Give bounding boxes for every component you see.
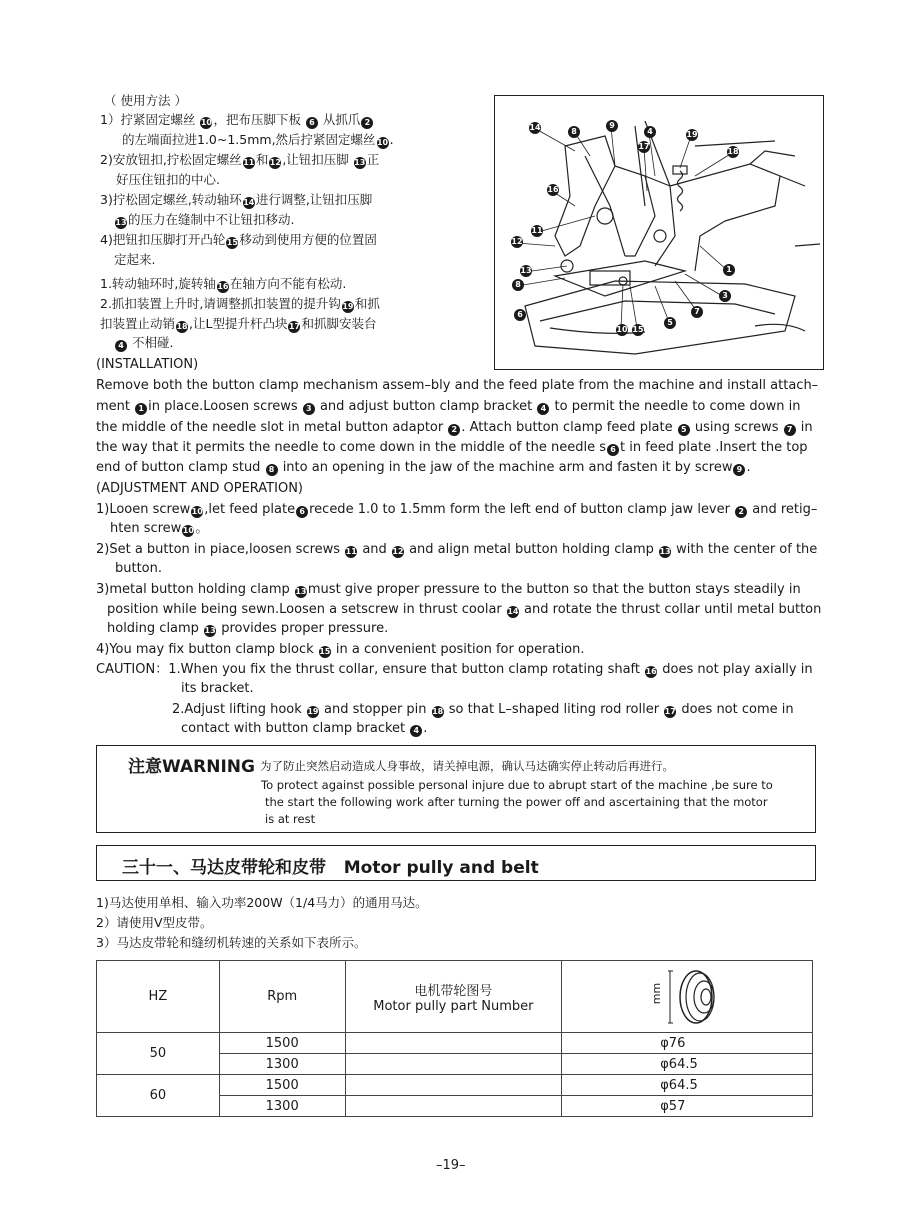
callout-14: 14	[243, 198, 255, 207]
button-clamp-diagram	[495, 96, 823, 369]
part-cell	[345, 1075, 562, 1096]
installation-line-2: ment 1 in place.Loosen screws 3 and adjust button clamp bracket 4 to permit the needle to come down in	[96, 399, 801, 414]
figure-callout: 1	[723, 264, 735, 276]
header-part: 电机带轮图号 Motor pully part Number	[345, 961, 562, 1033]
callout-15: 15	[226, 238, 238, 247]
callout-11: 11	[243, 158, 255, 167]
page-number: –19–	[436, 1158, 466, 1173]
figure-callout: 8	[568, 126, 580, 138]
installation-line-1: Remove both the button clamp mechanism assem–bly and the feed plate from the machine and install attach–	[96, 378, 819, 393]
figure-callout: 9	[606, 120, 618, 132]
zh-step-1: 1）拧紧固定螺丝 10，把布压脚下板 6 从抓爪 2	[100, 110, 374, 130]
callout-4: 4	[115, 340, 127, 352]
callout-13: 13	[354, 158, 366, 167]
zh-step-2-cont: 好压住钮扣的中心.	[116, 172, 220, 187]
adjustment-step-1: 1)Looen screw10,let feed plate 6 recede 1.0 to 1.5mm form the left end of button clamp jaw lever 2 and retig–	[96, 502, 818, 517]
figure-callout: 18	[727, 147, 739, 156]
callout-17: 17	[288, 322, 301, 331]
adjustment-step-3-end: holding clamp 13 provides proper pressure.	[107, 621, 389, 636]
header-hz: HZ	[97, 961, 220, 1033]
warning-zh: 为了防止突然启动造成人身事故，请关掉电源，确认马达确实停止转动后再进行。	[260, 759, 674, 773]
motor-note-2: 2）请使用V型皮带。	[96, 915, 213, 930]
callout-19: 19	[342, 302, 354, 311]
zh-caution-2-end: 4 不相碰.	[114, 333, 173, 353]
motor-note-1: 1)马达使用单相、输入功率200W（1/4马力）的通用马达。	[96, 895, 428, 910]
pulley-table	[96, 960, 813, 1117]
header-rpm: Rpm	[219, 961, 345, 1033]
figure-callout: 4	[644, 126, 656, 138]
zh-step-4-cont: 定起来.	[114, 252, 156, 267]
callout-12: 12	[269, 158, 281, 167]
diameter-cell: φ76	[562, 1033, 813, 1054]
motor-note-3: 3）马达皮带轮和缝纫机转速的关系如下表所示。	[96, 935, 367, 950]
callout-16: 16	[217, 282, 229, 291]
figure-callout: 6	[514, 309, 526, 321]
installation-heading: (INSTALLATION)	[96, 357, 199, 372]
adjustment-step-3: 3)metal button holding clamp 13must give proper pressure to the button so that the button stays steadily in	[96, 582, 801, 597]
zh-caution-2: 2.抓扣装置上升时,请调整抓扣装置的提升钩19和抓	[100, 296, 380, 311]
hz-cell: 60	[97, 1075, 220, 1117]
callout-2: 2	[361, 117, 373, 129]
warning-box	[96, 745, 816, 833]
figure-callout: 5	[664, 317, 676, 329]
callout-10: 10	[376, 138, 389, 147]
zh-step-4: 4)把钮扣压脚打开凸轮15移动到使用方便的位置固	[100, 232, 377, 247]
figure-callout: 19	[686, 130, 698, 139]
figure-callout: 14	[529, 123, 541, 132]
figure-callout: 17	[638, 142, 650, 151]
warning-en-2: the start the following work after turning the power off and ascertaining that the motor	[265, 795, 768, 809]
warning-en-3: is at rest	[265, 812, 316, 826]
diameter-cell: φ57	[562, 1096, 813, 1117]
zh-caution-2-cont: 扣装置止动销18,让L型提升杆凸块17和抓脚安装台	[100, 316, 377, 331]
section-heading-box	[96, 845, 816, 881]
pulley-icon	[668, 967, 728, 1027]
machine-figure	[494, 95, 824, 370]
figure-callout: 15	[632, 325, 644, 334]
adjustment-step-2-cont: button.	[115, 561, 163, 576]
installation-line-4: the way that it permits the needle to come down in the middle of the needle s 6 t in feed plate .Insert the top	[96, 440, 808, 455]
adjustment-heading: (ADJUSTMENT AND OPERATION)	[96, 481, 303, 496]
callout-13: 13	[115, 218, 127, 227]
figure-callout: 7	[691, 306, 703, 318]
caution-1: CAUTION：1.When you fix the thrust collar, ensure that button clamp rotating shaft 16 does not play axially in	[96, 662, 813, 677]
header-diameter	[562, 961, 813, 1033]
installation-line-3: the middle of the needle slot in metal button adaptor 2 . Attach button clamp feed plate 5 using screws 7 in	[96, 420, 813, 435]
warning-en-1: To protect against possible personal injure due to abrupt start of the machine ,be sure to	[261, 778, 773, 792]
warning-title: 注意WARNING	[128, 757, 255, 777]
part-cell	[345, 1054, 562, 1075]
figure-callout: 16	[547, 185, 559, 194]
installation-line-5: end of button clamp stud 8 into an opening in the jaw of the machine arm and fasten it by screw 9 .	[96, 460, 751, 475]
rpm-cell: 1500	[219, 1033, 345, 1054]
figure-callout: 11	[531, 226, 543, 235]
mm-label: mm	[650, 982, 664, 1005]
zh-step-2: 2)安放钮扣,拧松固定螺丝11和12,让钮扣压脚 13正	[100, 152, 380, 167]
zh-step-3-cont: 13的压力在缝制中不让钮扣移动.	[115, 212, 295, 227]
callout-10: 10	[200, 118, 212, 127]
rpm-cell: 1300	[219, 1096, 345, 1117]
zh-step-1-cont: 的左端面拉进1.0~1.5mm,然后拧紧固定螺丝10.	[122, 132, 394, 147]
figure-callout: 12	[511, 237, 523, 246]
rpm-cell: 1300	[219, 1054, 345, 1075]
callout-6: 6	[306, 117, 318, 129]
adjustment-step-3-cont: position while being sewn.Loosen a setscrew in thrust coolar 14 and rotate the thrust collar until metal button	[107, 602, 822, 617]
figure-callout: 13	[520, 266, 532, 275]
rpm-cell: 1500	[219, 1075, 345, 1096]
caution-2: 2.Adjust lifting hook 19 and stopper pin 18 so that L–shaped liting rod roller 17 does not come in	[172, 702, 794, 717]
table-row	[97, 1075, 813, 1096]
figure-callout: 8	[512, 279, 524, 291]
part-cell	[345, 1033, 562, 1054]
diameter-cell: φ64.5	[562, 1075, 813, 1096]
caution-2-cont: contact with button clamp bracket 4 .	[181, 721, 428, 736]
zh-caution-1: 1.转动轴环时,旋转轴16在轴方向不能有松动.	[100, 276, 347, 291]
table-row	[97, 1033, 813, 1054]
zh-step-3: 3)拧松固定螺丝,转动轴环14进行调整,让钮扣压脚	[100, 192, 373, 207]
zh-heading: （ 使用方法 ）	[104, 93, 187, 108]
callout-18: 18	[176, 322, 188, 331]
caution-1-cont: its bracket.	[181, 681, 254, 696]
adjustment-step-4: 4)You may fix button clamp block 15 in a convenient position for operation.	[96, 642, 585, 657]
section-title: 三十一、马达皮带轮和皮带 Motor pully and belt	[122, 858, 539, 878]
hz-cell: 50	[97, 1033, 220, 1075]
table-header-row	[97, 961, 813, 1033]
adjustment-step-1-cont: hten screw10。	[110, 521, 209, 536]
part-cell	[345, 1096, 562, 1117]
diameter-cell: φ64.5	[562, 1054, 813, 1075]
adjustment-step-2: 2)Set a button in piace,loosen screws 11 and 12 and align metal button holding clamp 13 with the center of the	[96, 542, 818, 557]
figure-callout: 3	[719, 290, 731, 302]
figure-callout: 10	[616, 325, 628, 334]
